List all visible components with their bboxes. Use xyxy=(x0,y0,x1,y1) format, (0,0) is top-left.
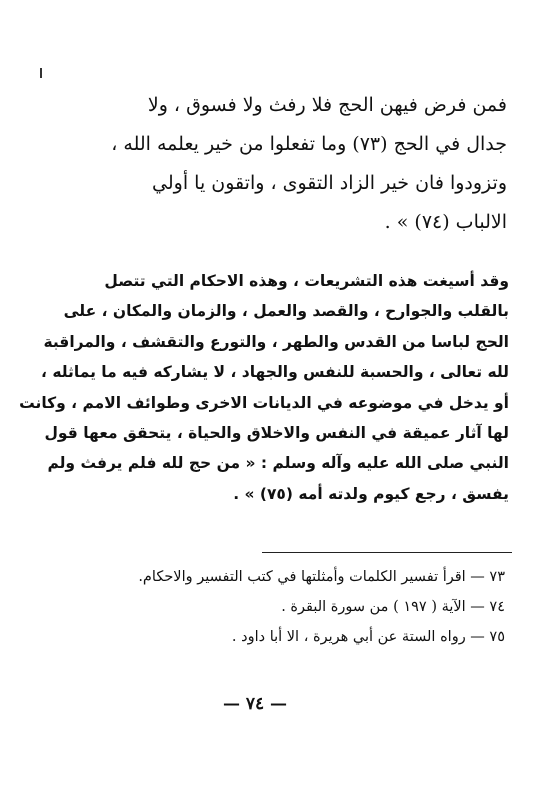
quran-verse xyxy=(38,86,507,242)
page-number: — ٧٤ — xyxy=(222,694,288,714)
footnotes xyxy=(60,562,505,652)
footnote-divider xyxy=(262,552,512,553)
verse-line: جدال في الحج (٧٣) وما تفعلوا من خير يعلمه الله ، xyxy=(111,133,507,155)
body-line: يفسق ، رجع كيوم ولدته أمه (٧٥) » . xyxy=(233,484,509,503)
footnote: ٧٥ — رواه الستة عن أبي هريرة ، الا أبا داود . xyxy=(231,629,505,645)
body-line: لها آثار عميقة في النفس والاخلاق والحياة ، يتحقق معها قول xyxy=(44,424,509,443)
body-line: أو يدخل في موضوعه في الديانات الاخرى وطوائف الامم ، وكانت xyxy=(19,393,509,412)
body-paragraph xyxy=(19,266,509,509)
footnote: ٧٣ — اقرأ تفسير الكلمات وأمثلتها في كتب التفسير والاحكام. xyxy=(138,569,505,585)
body-line: النبي صلى الله عليه وآله وسلم : « من حج لله فلم يرفث ولم xyxy=(47,454,509,473)
verse-line: وتزودوا فان خير الزاد التقوى ، واتقون يا أولي xyxy=(152,172,507,194)
verse-line: فمن فرض فيهن الحج فلا رفث ولا فسوق ، ولا xyxy=(147,94,507,116)
margin-mark xyxy=(40,68,42,78)
verse-line: الالباب (٧٤) » . xyxy=(384,211,507,233)
footnote: ٧٤ — الآية ( ١٩٧ ) من سورة البقرة . xyxy=(281,599,505,615)
body-line: الحج لباسا من القدس والطهر ، والتورع والتقشف ، والمراقبة xyxy=(43,332,509,351)
body-line: وقد أسيغت هذه التشريعات ، وهذه الاحكام التي تتصل xyxy=(104,272,509,290)
body-line: بالقلب والجوارح ، والقصد والعمل ، والزمان والمكان ، على xyxy=(63,302,509,321)
body-line: لله تعالى ، والحسبة للنفس والجهاد ، لا يشاركه فيه ما يماثله ، xyxy=(41,363,509,382)
